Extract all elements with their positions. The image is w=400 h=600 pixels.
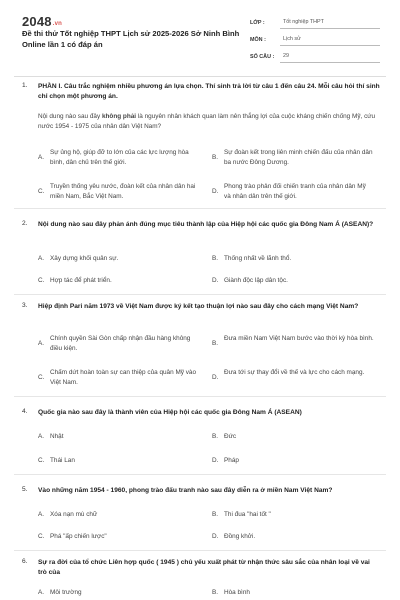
option-text: Thống nhất về lãnh thổ. [224,255,292,262]
question-number: 3. [22,302,28,309]
option-text: Thái Lan [50,457,75,464]
exam-meta [250,14,380,65]
page-header [0,0,400,64]
option-text: Môi trường [50,589,82,596]
option-letter: C. [38,277,45,284]
option-text: Phá "ấp chiến lược" [50,533,107,540]
meta-value: Lịch sử [280,34,380,46]
subtext-part: là nguyên nhân khách quan làm nên thắng lợi của cuộc kháng chiến chống Mỹ, cứu nước 1954 - 1975 của nhân dân Việt Nam? [38,113,376,130]
option-text: Nhật [50,433,64,440]
question-3 [22,302,382,392]
option-letter: D. [212,533,219,540]
question-2 [22,220,382,284]
question-text: Hiệp định Pari năm 1973 về Việt Nam được ký kết tạo thuận lợi nào sau đây cho cách mạng Việt Nam? [38,303,359,310]
meta-label: LỚP : [250,19,265,26]
meta-row-class [250,14,380,31]
option-text: Xóa nạn mù chữ [50,511,98,518]
subtext-part: Nội dung nào sau đây [38,113,102,120]
question-number: 2. [22,220,28,227]
option-text: Đức [224,433,237,440]
option-text: Chấm dứt hoàn toàn sự can thiệp của quân Mỹ vào Việt Nam. [50,369,197,386]
option-text: Hợp tác để phát triển. [50,277,112,284]
option-text: Đồng khởi. [224,533,256,540]
question-text: Vào những năm 1954 - 1960, phong trào đấu tranh nào sau đây diễn ra ở miền Nam Việt Nam? [38,487,333,494]
question-text: Quốc gia nào sau đây là thành viên của Hiệp hội các quốc gia Đông Nam Á (ASEAN) [38,409,302,416]
option-letter: B. [212,511,219,518]
option-letter: A. [38,154,45,161]
option-text: Chính quyền Sài Gòn chấp nhận đầu hàng không điều kiện. [50,335,191,352]
question-number: 5. [22,486,28,493]
option-text: Sự đoàn kết trong liên minh chiến đấu của nhân dân ba nước Đông Dương. [224,149,373,166]
question-divider [14,550,386,551]
subtext-emphasis: không phải [101,113,137,120]
meta-label: MÔN : [250,36,266,43]
question-divider [14,396,386,397]
option-letter: D. [212,277,219,284]
exam-title: Đề thi thử Tốt nghiệp THPT Lịch sử 2025-2026 Sở Ninh Bình Online lần 1 có đáp án [22,29,240,49]
question-6 [22,558,382,598]
option-letter: A. [38,340,45,347]
option-text: Giành độc lập dân tộc. [224,277,288,284]
question-number: 4. [22,408,28,415]
question-divider [14,208,386,209]
header-divider [14,76,386,77]
option-text: Sự ủng hộ, giúp đỡ to lớn của các lực lượng hòa bình, dân chủ trên thế giới. [50,149,189,166]
option-letter: B. [212,340,219,347]
option-text: Đưa miền Nam Việt Nam bước vào thời kỳ hòa bình. [224,335,374,342]
question-divider [14,474,386,475]
question-number: 6. [22,558,28,565]
option-letter: B. [212,154,219,161]
question-text: Nội dung nào sau đây phản ánh đúng mục tiêu thành lập của Hiệp hội các quốc gia Đông Nam Á (ASEAN)? [38,221,374,228]
option-letter: B. [212,433,219,440]
option-letter: A. [38,433,45,440]
option-letter: C. [38,374,45,381]
option-letter: A. [38,589,45,596]
meta-row-subject [250,31,380,48]
meta-value: Tốt nghiệp THPT [280,17,380,29]
option-text: Pháp [224,457,239,464]
question-divider [14,294,386,295]
question-4 [22,408,382,463]
meta-label: SỐ CÂU : [250,53,275,60]
option-letter: C. [38,188,45,195]
option-text: Xây dựng khối quân sự. [50,255,119,262]
question-subtext [38,112,380,131]
option-letter: C. [38,457,45,464]
option-letter: D. [212,188,219,195]
site-logo[interactable] [22,14,62,29]
question-number: 1. [22,82,28,89]
option-text: Truyền thống yêu nước, đoàn kết của nhân dân hai miền Nam, Bắc Việt Nam. [50,183,196,200]
option-text: Thi đua "hai tốt " [224,511,271,518]
option-text: Phong trào phản đối chiến tranh của nhân dân Mỹ và nhân dân trên thế giới. [224,183,366,200]
meta-value: 29 [280,51,380,63]
option-letter: A. [38,255,45,262]
logo-text: 2048 [22,14,52,29]
option-letter: B. [212,255,219,262]
option-text: Hòa bình [224,589,250,596]
option-letter: D. [212,374,219,381]
question-1 [22,82,382,200]
question-text: PHẦN I. Câu trắc nghiệm nhiều phương án lựa chọn. Thí sinh trả lời từ câu 1 đến câu 24. Mỗi câu hỏi thí sinh chỉ chọn một phương án. [38,83,380,100]
option-letter: D. [212,457,219,464]
option-letter: B. [212,589,219,596]
question-text: Sự ra đời của tổ chức Liên hợp quốc ( 1945 ) chủ yếu xuất phát từ nhận thức sâu sắc của nhân loại về vai trò của [38,559,370,576]
option-letter: A. [38,511,45,518]
meta-row-count [250,48,380,65]
option-text: Đưa tới sự thay đổi về thế và lực cho cách mạng. [224,369,365,376]
logo-suffix: .vn [52,21,63,27]
option-letter: C. [38,533,45,540]
question-5 [22,486,382,546]
